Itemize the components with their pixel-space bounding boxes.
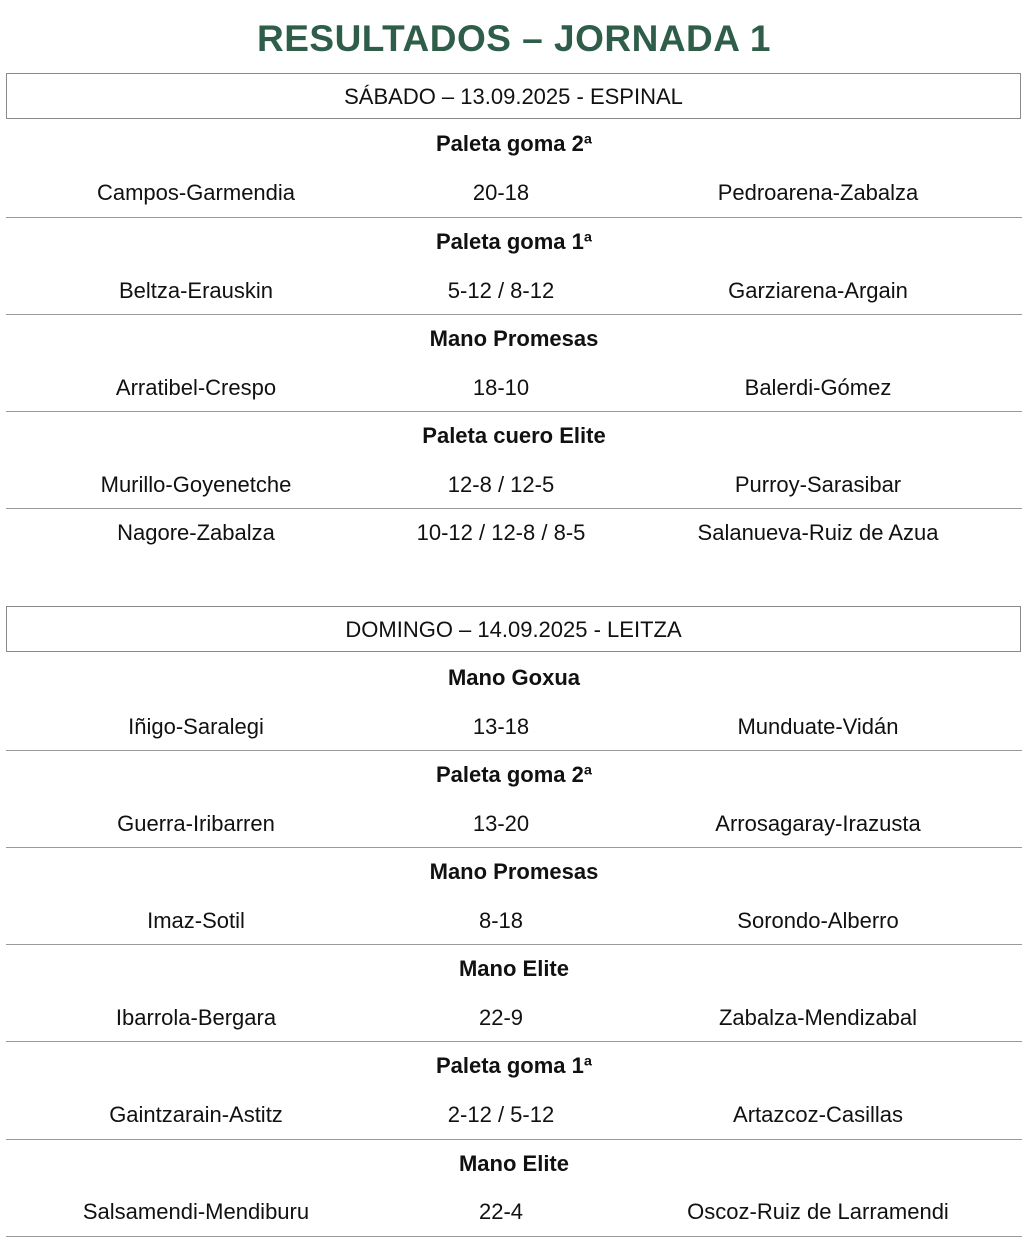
match-score: 12-8 / 12-5 xyxy=(447,472,555,497)
match-score: 20-18 xyxy=(472,180,530,205)
category-heading: Mano Elite xyxy=(458,1151,569,1176)
home-team: Arratibel-Crespo xyxy=(115,375,277,400)
away-team: Oscoz-Ruiz de Larramendi xyxy=(687,1199,949,1224)
match-row xyxy=(0,809,1028,839)
home-team: Salsamendi-Mendiburu xyxy=(82,1199,310,1224)
match-row xyxy=(0,1197,1028,1227)
away-team: Sorondo-Alberro xyxy=(737,908,899,933)
row-divider xyxy=(6,944,1022,945)
away-team: Zabalza-Mendizabal xyxy=(718,1005,918,1030)
category-heading: Paleta goma 2ª xyxy=(435,131,593,156)
row-divider xyxy=(6,847,1022,848)
match-score: 5-12 / 8-12 xyxy=(447,278,555,303)
match-row xyxy=(0,178,1028,208)
row-divider xyxy=(6,411,1022,412)
away-team: Artazcoz-Casillas xyxy=(733,1102,903,1127)
category-heading: Mano Promesas xyxy=(429,859,599,884)
category-heading: Paleta goma 2ª xyxy=(435,762,593,787)
home-team: Nagore-Zabalza xyxy=(117,520,275,545)
away-team: Purroy-Sarasibar xyxy=(734,472,902,497)
day-header-saturday: SÁBADO – 13.09.2025 - ESPINAL xyxy=(6,73,1021,119)
match-score: 8-18 xyxy=(478,908,524,933)
home-team: Guerra-Iribarren xyxy=(117,811,275,836)
row-divider xyxy=(6,1041,1022,1042)
row-divider xyxy=(6,750,1022,751)
match-score: 13-18 xyxy=(472,714,530,739)
match-row xyxy=(0,1100,1028,1130)
category-heading: Mano Goxua xyxy=(447,665,580,690)
match-score: 13-20 xyxy=(472,811,530,836)
row-divider xyxy=(6,1236,1022,1237)
match-score: 10-12 / 12-8 / 8-5 xyxy=(416,520,586,545)
match-score: 22-9 xyxy=(478,1005,524,1030)
category-heading: Paleta cuero Elite xyxy=(422,423,606,448)
category-heading: Paleta goma 1ª xyxy=(435,1053,593,1078)
category-heading: Mano Elite xyxy=(458,956,569,981)
home-team: Murillo-Goyenetche xyxy=(100,472,292,497)
home-team: Iñigo-Saralegi xyxy=(128,714,264,739)
match-row xyxy=(0,712,1028,742)
row-divider xyxy=(6,508,1022,509)
page-title: RESULTADOS – JORNADA 1 xyxy=(257,18,771,59)
home-team: Gaintzarain-Astitz xyxy=(109,1102,283,1127)
match-row xyxy=(0,470,1028,500)
match-row xyxy=(0,1003,1028,1033)
away-team: Garziarena-Argain xyxy=(728,278,908,303)
home-team: Ibarrola-Bergara xyxy=(115,1005,277,1030)
home-team: Imaz-Sotil xyxy=(147,908,245,933)
home-team: Beltza-Erauskin xyxy=(118,278,274,303)
match-row xyxy=(0,518,1028,548)
day-header-sunday: DOMINGO – 14.09.2025 - LEITZA xyxy=(6,606,1021,652)
row-divider xyxy=(6,217,1022,218)
category-heading: Paleta goma 1ª xyxy=(435,229,593,254)
match-score: 22-4 xyxy=(478,1199,524,1224)
match-score: 18-10 xyxy=(472,375,530,400)
match-row xyxy=(0,906,1028,936)
away-team: Balerdi-Gómez xyxy=(744,375,892,400)
away-team: Salanueva-Ruiz de Azua xyxy=(697,520,939,545)
row-divider xyxy=(6,314,1022,315)
row-divider xyxy=(6,1139,1022,1140)
match-row xyxy=(0,276,1028,306)
category-heading: Mano Promesas xyxy=(429,326,599,351)
home-team: Campos-Garmendia xyxy=(96,180,296,205)
away-team: Arrosagaray-Irazusta xyxy=(715,811,921,836)
match-row xyxy=(0,373,1028,403)
away-team: Pedroarena-Zabalza xyxy=(717,180,919,205)
match-score: 2-12 / 5-12 xyxy=(447,1102,555,1127)
away-team: Munduate-Vidán xyxy=(737,714,899,739)
